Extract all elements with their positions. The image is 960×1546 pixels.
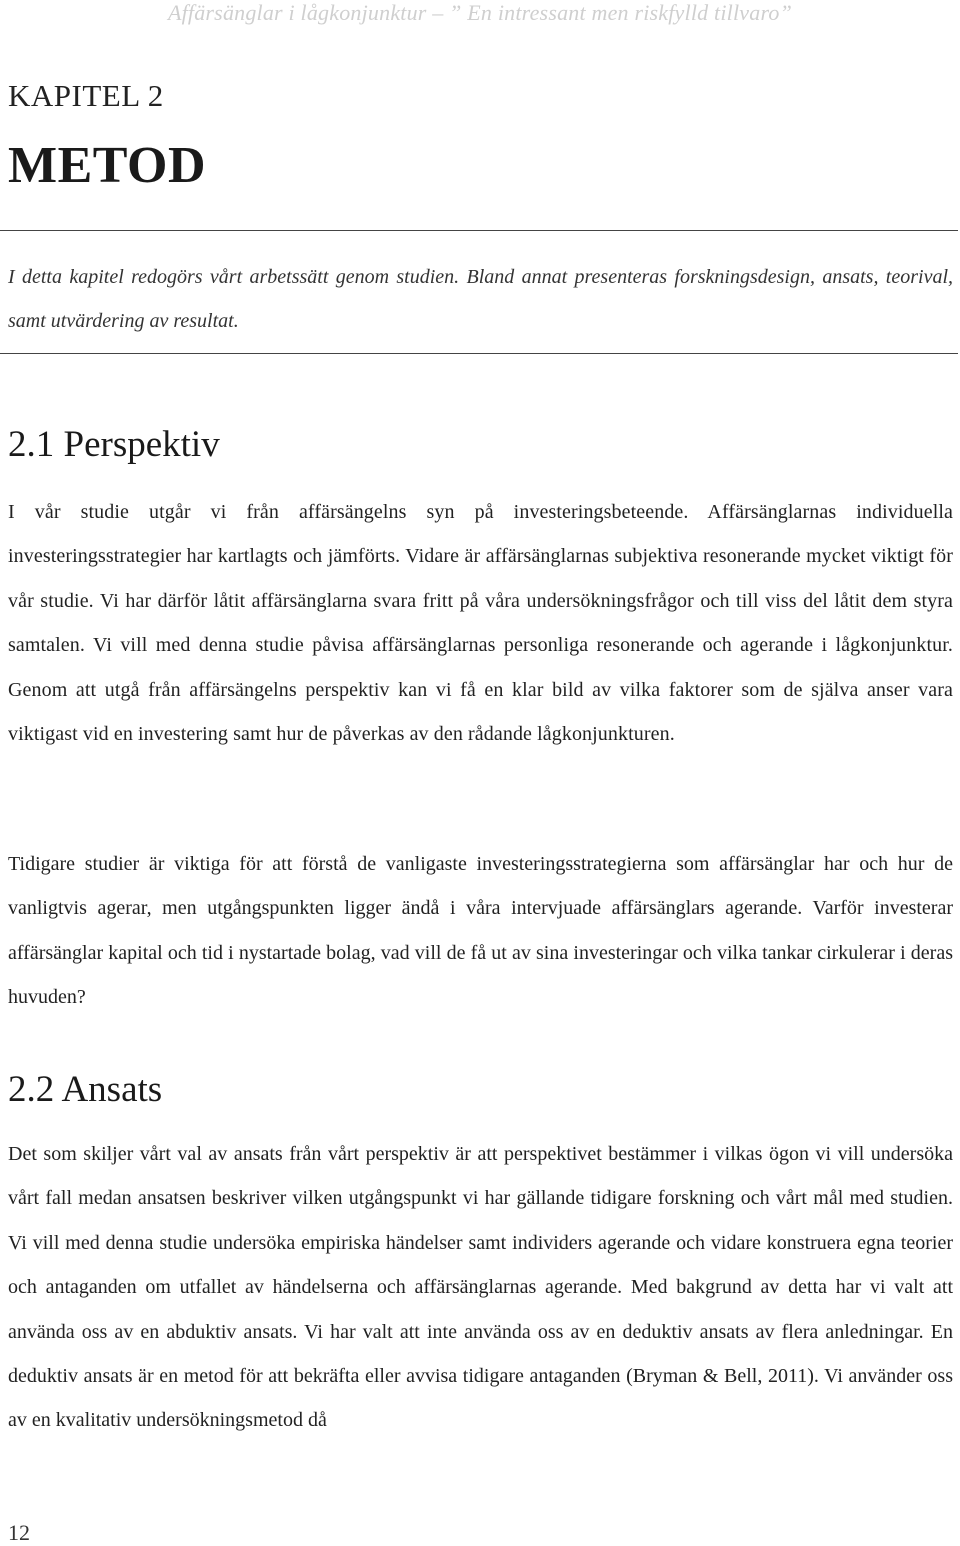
page-number: 12 [8, 1520, 30, 1545]
section-heading-ansats: 2.2 Ansats [8, 1069, 163, 1110]
paragraph-ansats-1: Det som skiljer vårt val av ansats från vårt perspektiv är att perspektivet bestämmer i vilkas ögon vi vill undersöka vårt fall medan ansatsen beskriver vilken utgångspunkt vi har gällande tidigare forskning och vårt mål med studien. Vi vill med denna studie undersöka empiriska händelser samt individers agerande och vidare konstruera egna teorier och antaganden om utfallet av händelserna och affärsänglarnas agerande. Med bakgrund av detta har vi valt att använda oss av en abduktiv ansats. Vi har valt att inte använda oss av en deduktiv ansats av flera anledningar. En deduktiv ansats är en metod för att bekräfta eller avvisa tidigare antaganden (Bryman & Bell, 2011). Vi använder oss av en kvalitativ undersökningsmetod då [8, 1143, 953, 1432]
chapter-label: KAPITEL 2 [8, 78, 164, 113]
abstract-top-rule [0, 230, 958, 231]
running-header: Affärsänglar i lågkonjunktur – ” En intressant men riskfylld tillvaro” [167, 0, 793, 25]
paragraph-perspektiv-1: I vår studie utgår vi från affärsängelns syn på investeringsbeteende. Affärsänglarnas individuella investeringsstrategier har kartlagts och jämförts. Vidare är affärsänglarnas subjektiva resonerande mycket viktigt för vår studie. Vi har därför låtit affärsänglarna svara fritt på våra undersökningsfrågor och till viss del låtit dem styra samtalen. Vi vill med denna studie påvisa affärsänglarnas personliga resonerande och agerande i lågkonjunktur. Genom att utgå från affärsängelns perspektiv kan vi få en klar bild av vilka faktorer som de själva anser vara viktigast vid en investering samt hur de påverkas av den rådande lågkonjunkturen. [8, 501, 953, 746]
chapter-title: METOD [8, 137, 207, 194]
abstract-bottom-rule [0, 353, 958, 354]
chapter-abstract: I detta kapitel redogörs vårt arbetssätt genom studien. Bland annat presenteras forskningsdesign, ansats, teorival, samt utvärdering av resultat. [8, 266, 953, 332]
paragraph-perspektiv-2: Tidigare studier är viktiga för att förstå de vanligaste investeringsstrategierna som affärsänglar har och hur de vanligtvis agerar, men utgångspunkten ligger ändå i våra intervjuade affärsänglars agerande. Varför investerar affärsänglar kapital och tid i nystartade bolag, vad vill de få ut av sina investeringar och vilka tankar cirkulerar i deras huvuden? [8, 853, 953, 1009]
section-heading-perspektiv: 2.1 Perspektiv [8, 424, 220, 465]
